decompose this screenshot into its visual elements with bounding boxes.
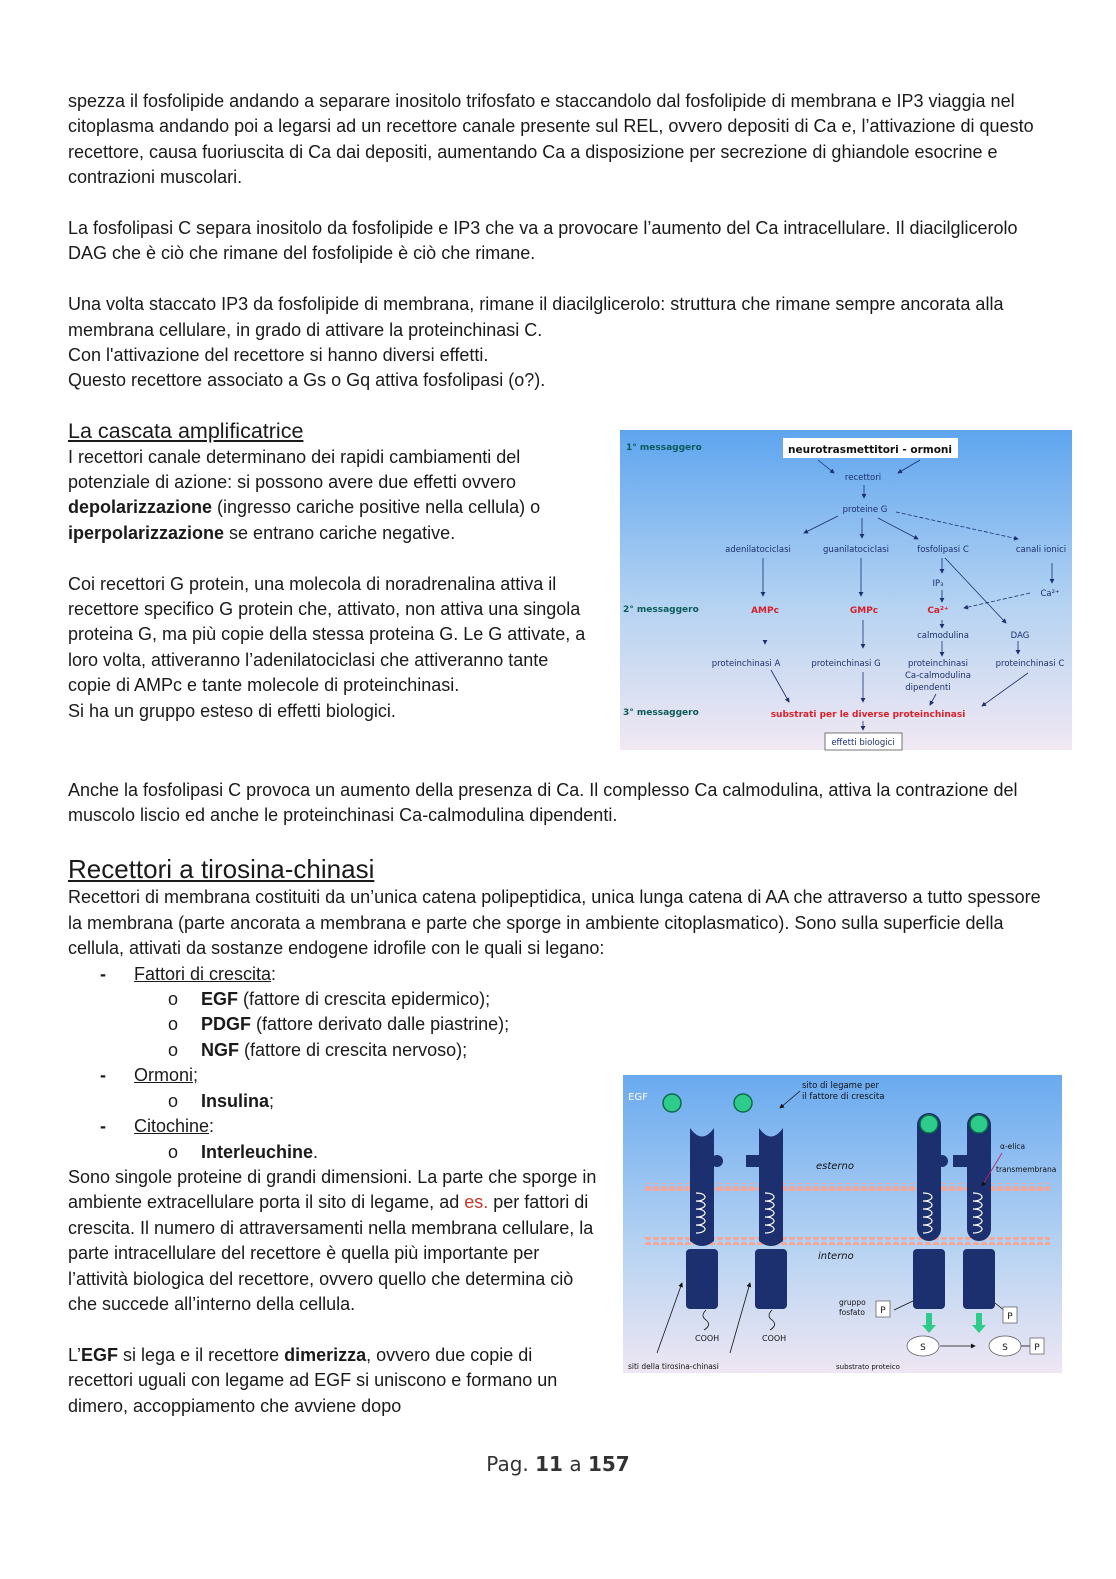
list-item: o Insulina; (68, 1089, 1053, 1114)
label-p: P (1007, 1312, 1013, 1323)
text: se entrano cariche negative. (224, 522, 456, 543)
text: a (562, 1452, 588, 1476)
label-sito-legame: sito di legame per (802, 1081, 880, 1092)
node-proteinchinasi-c: proteinchinasi C (995, 659, 1065, 670)
paragraph-fosfolipasi: La fosfolipasi C separa inositolo da fosfolipide e IP3 che va a provocare l’aumento del Ca intracellulare. Il diacilglicerolo DAG che è ciò che rimane del fosfolipide è ciò che rimane. (68, 218, 1018, 264)
node-recettori: recettori (844, 473, 882, 484)
text: es. (464, 1192, 489, 1213)
bold-term: EGF (201, 989, 239, 1010)
label-messaggero-1: 1° messaggero (626, 443, 702, 454)
node-ca-ionici: Ca²⁺ (1040, 589, 1060, 600)
label-interno: interno (818, 1251, 854, 1263)
text: Coi recettori G protein, una molecola di noradrenalina attiva il recettore specifico G protein che, attivato, non attiva una singola proteina G, ma più copie della stessa proteina G. Le G attivate, a loro volta, attiveranno l’adenilatociclasi che attiveranno tante copie di AMPc e tante molecole di proteinchinasi. (68, 573, 586, 696)
node-proteinchinasi-ca: proteinchinasi (907, 659, 969, 670)
node-adenilatociclasi: adenilatociclasi (725, 545, 791, 556)
paragraph-calmodulina: Anche la fosfolipasi C provoca un aumento della presenza di Ca. Il complesso Ca calmodulina, attiva la contrazione del muscolo liscio ed anche le proteinchinasi Ca-calmodulina dipendenti. (68, 779, 1018, 826)
label-s: S (920, 1343, 926, 1354)
box-effetti-biologici: effetti biologici (831, 738, 895, 749)
node-ampc: AMPc (751, 606, 779, 617)
node-proteinchinasi-ca-3: dipendenti (905, 683, 951, 694)
list-item: - Fattori di crescita: (68, 962, 1053, 987)
label-cooh: COOH (762, 1334, 787, 1344)
text: Ormoni (134, 1065, 194, 1086)
ligand-list (68, 962, 1053, 1064)
list-item (68, 1012, 1053, 1037)
bold-term: PDGF (201, 1014, 252, 1035)
section-heading: La cascata amplificatrice (68, 419, 304, 444)
node-ca: Ca²⁺ (927, 606, 949, 617)
bold-term: dimerizza (284, 1344, 367, 1365)
text: , ovvero due copie di recettori uguali con legame ad EGF si uniscono e formano un dimero, accoppiamento che avviene dopo (68, 1344, 558, 1416)
node-fosfolipasi-c: fosfolipasi C (917, 545, 969, 556)
section-heading: Recettori a tirosina-chinasi (68, 854, 375, 885)
text: Citochine (134, 1116, 210, 1137)
bold-term: depolarizzazione (68, 497, 213, 518)
label-messaggero-2: 2° messaggero (623, 605, 699, 616)
label-cooh: COOH (695, 1334, 720, 1344)
node-guanilatociclasi: guanilatociclasi (823, 545, 889, 556)
ligand-list-2 (68, 1063, 1053, 1165)
node-calmodulina: calmodulina (917, 631, 969, 642)
bold-term: EGF (81, 1344, 119, 1365)
node-proteine-g: proteine G (842, 505, 888, 516)
node-proteinchinasi-g: proteinchinasi G (811, 659, 881, 670)
node-dag: DAG (1010, 631, 1030, 642)
text: Recettori di membrana costituiti da un’unica catena polipeptidica, unica lunga catena di AA che attraverso a tutto spessore la membrana (parte ancorata a membrana e parte che sporge in ambiente citoplasmatico). Sono sulla superficie della cellula, attivati da sostanze endogene idrofile con le quali si legano: (68, 887, 1041, 959)
text: si lega e il recettore (118, 1344, 285, 1365)
label-gruppo-fosfato: gruppo (839, 1298, 866, 1308)
label-esterno: esterno (816, 1161, 855, 1173)
label-s: S (1002, 1343, 1008, 1354)
text: Si ha un gruppo esteso di effetti biologici. (68, 700, 396, 721)
bold-term: Interleuchine (201, 1141, 314, 1162)
page-total: 157 (587, 1452, 630, 1476)
cascade-diagram (618, 428, 1074, 752)
bold-term: NGF (201, 1039, 239, 1060)
text: per fattori di crescita. Il numero di attraversamenti nella membrana cellulare, la parte intracellulare del recettore è quella più importante per l’attività biologica del recettore, ovvero quello che determina ciò che succede all’interno della cellula. (68, 1192, 594, 1314)
text: Con l'attivazione del recettore si hanno diversi effetti. (68, 345, 489, 366)
list-item: - Citochine: (68, 1114, 1053, 1139)
label-transmembrana: transmembrana (996, 1165, 1057, 1175)
node-substrati: substrati per le diverse proteinchinasi (770, 710, 966, 721)
label-p: P (1034, 1343, 1040, 1354)
label-messaggero-3: 3° messaggero (623, 708, 699, 719)
bold-term: iperpolarizzazione (68, 522, 225, 543)
section-cascata (68, 419, 1067, 752)
text: (fattore derivato dalle piastrine); (251, 1014, 510, 1035)
text: Fattori di crescita (134, 963, 272, 984)
node-gmpc: GMPc (849, 606, 879, 617)
text: Pag. (486, 1452, 536, 1476)
page-number: 11 (535, 1452, 563, 1476)
bold-term: Insulina (201, 1090, 270, 1111)
node-ip3: IP₃ (932, 579, 944, 590)
label-gruppo-fosfato-2: fosfato (839, 1308, 865, 1318)
text: L’ (68, 1344, 82, 1365)
paragraph-ip3: spezza il fosfolipide andando a separare inositolo trifosfato e staccandolo dal fosfolipide di membrana e IP3 viaggia nel citoplasma andando poi a legarsi ad un recettore canale presente sul REL, ovvero depositi di Ca e, l’attivazione di questo recettore, causa fuoriuscita di Ca dai depositi, aumentando Ca a disposizione per secrezione di ghiandole esocrine e contrazioni muscolari. (68, 91, 1034, 188)
label-substrato-proteico: substrato proteico (836, 1363, 900, 1372)
label-egf: EGF (628, 1092, 648, 1104)
text (68, 445, 593, 547)
text: Questo recettore associato a Gs o Gq attiva fosfolipasi (o?). (68, 370, 546, 391)
label-siti-tirosina-chinasi: siti della tirosina-chinasi (628, 1362, 719, 1372)
box-neurotrasmettitori: neurotrasmettitori - ormoni (788, 444, 952, 457)
label-sito-legame-2: il fattore di crescita (802, 1092, 885, 1103)
cascata-text (68, 419, 593, 724)
text: (fattore di crescita nervoso); (239, 1039, 468, 1060)
text: Sono singole proteine di grandi dimensioni. La parte che sporge in ambiente extracellulare porta il sito di legame, ad (68, 1166, 597, 1213)
list-item: o Interleuchine. (68, 1140, 1053, 1165)
label-alfa-elica: α-elica (1000, 1142, 1026, 1152)
page-content (68, 89, 1067, 1419)
list-item (68, 1038, 1053, 1063)
paragraph-dag: Una volta staccato IP3 da fosfolipide di membrana, rimane il diacilglicerolo: struttura che rimane sempre ancorata alla membrana cellulare, in grado di attivare la proteinchinasi C. (68, 294, 1004, 340)
node-proteinchinasi-a: proteinchinasi A (711, 659, 781, 670)
text: (fattore di crescita epidermico); (238, 989, 491, 1010)
label-p: P (880, 1306, 886, 1317)
text: I recettori canale determinano dei rapidi cambiamenti del potenziale di azione: si possono avere due effetti ovvero (68, 446, 521, 493)
text: (ingresso cariche positive nella cellula) o (212, 497, 541, 518)
section-tirosina-chinasi (68, 853, 1057, 1419)
list-item (68, 987, 1053, 1012)
page-footer (0, 1452, 1116, 1476)
node-proteinchinasi-ca-2: Ca-calmodulina (904, 671, 972, 682)
node-canali-ionici: canali ionici (1015, 545, 1067, 556)
list-item: - Ormoni; (68, 1063, 1053, 1088)
